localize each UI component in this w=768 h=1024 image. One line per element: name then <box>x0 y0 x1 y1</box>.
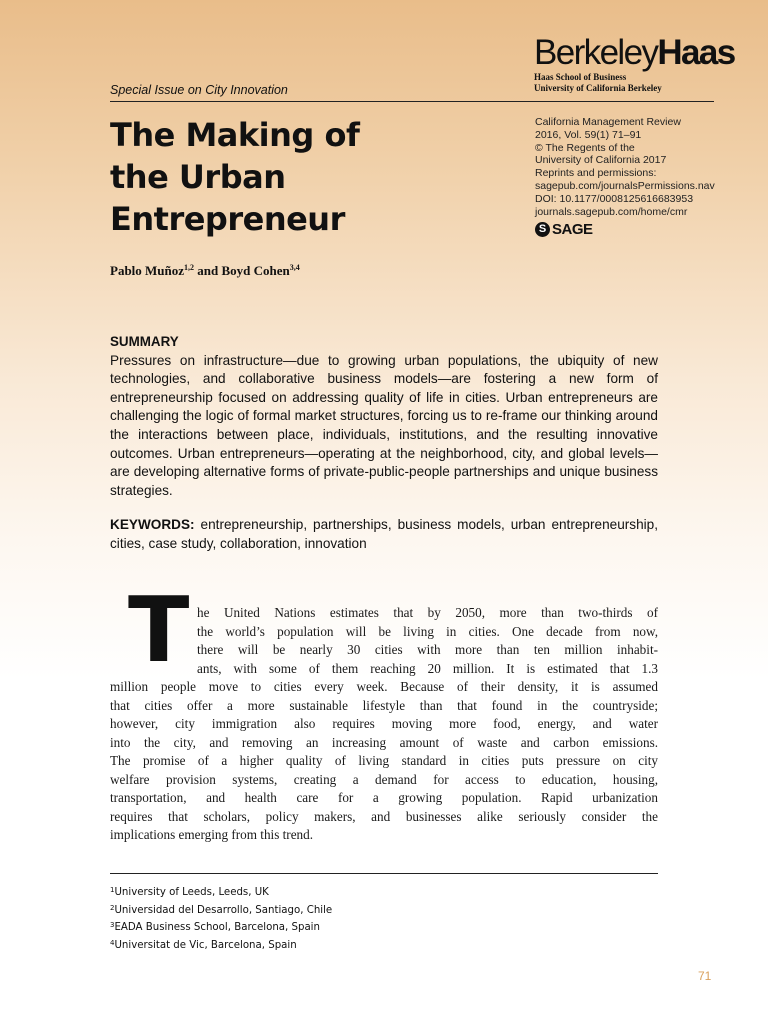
drop-cap: T <box>128 578 190 683</box>
logo-wordmark-bold: Haas <box>657 33 735 72</box>
title-line: the Urban <box>110 158 286 196</box>
page-number: 71 <box>698 969 712 983</box>
author-name: Pablo Muñoz <box>110 263 185 278</box>
reprints-label: Reprints and permissions: <box>535 167 657 180</box>
body-line: transportation, and health care for a growing population. Rapid urbanization <box>110 790 658 805</box>
summary-heading: SUMMARY <box>110 334 179 349</box>
permissions-link[interactable]: sagepub.com/journalsPermissions.nav <box>535 179 715 192</box>
footnote-text: Universidad del Desarrollo, Santiago, Chile <box>114 904 333 916</box>
footnote-divider <box>110 873 658 874</box>
body-line: million people move to cities every week. Because of their density, it is assumed <box>110 679 658 694</box>
author-joiner: and <box>194 263 222 278</box>
body-line: that cities offer a more sustainable lifestyle than that found in the countryside; <box>110 697 658 713</box>
body-line: implications emerging from this trend. <box>110 827 314 842</box>
footnote-number: 4 <box>110 938 115 947</box>
copyright-line: © The Regents of the <box>535 141 635 154</box>
footnote-text: Universitat de Vic, Barcelona, Spain <box>114 939 297 951</box>
sage-logo <box>535 221 593 238</box>
summary-text: Pressures on infrastructure—due to growing urban populations, the ubiquity of new technologies, and collaborative business models—are fostering a new form of entrepreneurship focused on addressing quality of life in cities. Urban entrepreneurs are challenging the logic of formal market structures, forcing us to re-frame our thinking around the interactions between place, individuals, institutions, and the resulting innovative outcomes. Urban entrepreneurs—operating at the neighborhood, city, and global levels—are developing alternative forms of private-public-people partnerships and unique business strategies. <box>110 352 658 498</box>
author-affiliation-ref: 3,4 <box>289 263 300 272</box>
logo-wordmark-light: Berkeley <box>534 33 658 72</box>
logo-wordmark <box>534 33 735 72</box>
footnote <box>110 883 332 901</box>
body-line: requires that scholars, policy makers, and businesses alike seriously consider the <box>110 808 658 824</box>
berkeley-haas-logo <box>534 33 735 94</box>
body-line: The promise of a higher quality of living standard in cities puts pressure on city <box>110 753 658 768</box>
keywords-label: KEYWORDS: <box>110 517 195 532</box>
body-line: the world’s population will be living in cities. One decade from now, <box>197 623 658 639</box>
summary-section <box>110 333 658 500</box>
journal-home-link[interactable]: journals.sagepub.com/home/cmr <box>535 205 688 218</box>
body-line: ants, with some of them reaching 20 million. It is estimated that 1.3 <box>197 660 658 676</box>
author-line <box>110 263 300 279</box>
footnote-number: 3 <box>110 921 115 929</box>
copyright-line: University of California 2017 <box>535 154 667 167</box>
body-line: there will be nearly 30 cities with more than ten million inhabit- <box>197 642 658 657</box>
body-line: into the city, and removing an increasing amount of waste and carbon emissions. <box>110 734 658 750</box>
footnote <box>110 918 332 936</box>
body-line: welfare provision systems, creating a demand for access to education, housing, <box>110 771 658 787</box>
sage-wordmark: SAGE <box>552 221 593 238</box>
footnote-text: University of Leeds, Leeds, UK <box>114 887 269 898</box>
special-issue-label: Special Issue on City Innovation <box>110 83 288 97</box>
footnote <box>110 901 332 919</box>
title-line: The Making of <box>110 116 360 154</box>
footnote-text: EADA Business School, Barcelona, Spain <box>114 922 320 933</box>
journal-volume: 2016, Vol. 59(1) 71–91 <box>535 128 642 141</box>
body-line: however, city immigration also requires moving more food, energy, and water <box>110 716 658 731</box>
logo-subtitle-2: University of California Berkeley <box>534 83 662 93</box>
logo-subtitle-1: Haas School of Business <box>534 72 627 82</box>
footnote-number: 1 <box>110 886 115 894</box>
footnote <box>110 936 332 954</box>
article-title <box>110 114 510 240</box>
journal-metadata <box>535 116 735 218</box>
journal-name: California Management Review <box>535 116 681 128</box>
sage-icon: S <box>535 222 550 237</box>
author-name: Boyd Cohen <box>221 263 290 278</box>
body-line: he United Nations estimates that by 2050, more than two-thirds of <box>197 605 658 620</box>
doi-link[interactable]: DOI: 10.1177/0008125616683953 <box>535 192 694 205</box>
title-line: Entrepreneur <box>110 200 345 238</box>
keywords-text: entrepreneurship, partnerships, business models, urban entrepreneurship, cities, case study, collaboration, innovation <box>110 517 658 551</box>
keywords-section <box>110 516 658 553</box>
footnote-number: 2 <box>110 903 115 912</box>
author-affiliation-ref: 1,2 <box>184 263 195 272</box>
footnotes <box>110 883 332 953</box>
header-divider <box>110 101 714 102</box>
